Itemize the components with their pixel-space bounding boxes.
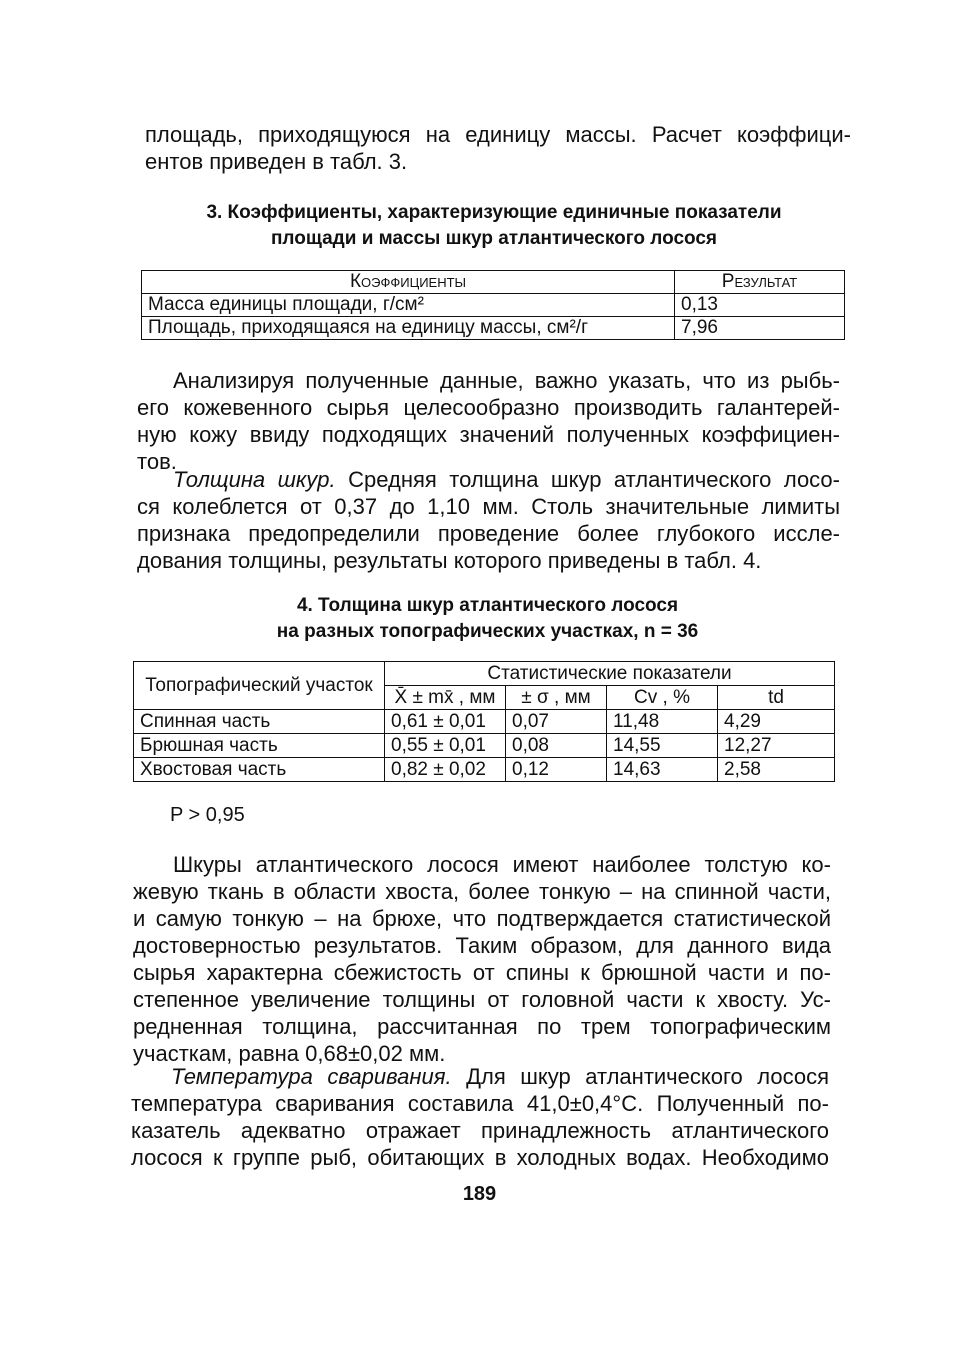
text-line: и самую тонкую – на брюхе, что подтверждается статистической — [133, 906, 831, 931]
text-line: его кожевенного сырья целесообразно производить галантерей- — [137, 395, 840, 420]
text-line: степенное увеличение толщины от головной части к хвосту. Ус- — [133, 987, 831, 1012]
cell-td: 12,27 — [718, 734, 835, 758]
page-number: 189 — [462, 1183, 497, 1205]
row-label: Масса единицы площади, г/см² — [142, 294, 675, 317]
caption-line: на разных топографических участках, n = 36 — [276, 621, 699, 642]
cell-site: Спинная часть — [134, 710, 385, 734]
cell-sigma: 0,07 — [506, 710, 607, 734]
text-line: Шкуры атлантического лосося имеют наиболее толстую ко- — [173, 852, 831, 877]
header-topographic-site: Топографический участок — [134, 662, 385, 710]
subheader-cv: Cv , % — [607, 686, 718, 710]
thickness-paragraph — [137, 466, 840, 574]
caption-line: 4. Толщина шкур атлантического лосося — [296, 595, 679, 616]
cell-cv: 14,55 — [607, 734, 718, 758]
text-line: участкам, равна 0,68±0,02 мм. — [133, 1041, 446, 1066]
paragraph-lead: Температура сваривания. — [171, 1064, 452, 1089]
text-line: достоверностью результатов. Таким образом, для данного вида — [133, 933, 831, 958]
text-line — [137, 466, 840, 493]
table-row — [134, 734, 835, 758]
text-line: ную кожу ввиду подходящих значений полученных коэффициен- — [137, 422, 840, 447]
cell-sigma: 0,08 — [506, 734, 607, 758]
subheader-td: td — [718, 686, 835, 710]
text-line: жевую ткань в области хвоста, более тонкую – на спинной части, — [133, 879, 831, 904]
text-line: лосося к группе рыб, обитающих в холодных водах. Необходимо — [131, 1145, 829, 1170]
text-line: тов. — [137, 449, 177, 474]
text-line: признака предопределили проведение более глубокого иссле- — [137, 521, 840, 546]
table-row — [134, 710, 835, 734]
cell-cv: 11,48 — [607, 710, 718, 734]
analysis-paragraph — [137, 367, 840, 475]
row-label: Площадь, приходящаяся на единицу массы, см²/г — [142, 317, 675, 340]
subheader-sigma: ± σ , мм — [506, 686, 607, 710]
caption-line: 3. Коэффициенты, характеризующие единичные показатели — [206, 202, 782, 223]
table-row — [134, 758, 835, 782]
header-statistics: Статистические показатели — [385, 662, 835, 686]
cell-mean: 0,61 ± 0,01 — [385, 710, 506, 734]
cell-mean: 0,55 ± 0,01 — [385, 734, 506, 758]
text-line-body: Для шкур атлантического лосося — [466, 1064, 829, 1089]
cell-sigma: 0,12 — [506, 758, 607, 782]
table3-caption — [160, 200, 828, 252]
table-row — [142, 317, 845, 340]
text-line: редненная толщина, рассчитанная по трем топографическим — [133, 1014, 831, 1039]
cell-site: Хвостовая часть — [134, 758, 385, 782]
table-4 — [133, 661, 835, 782]
header-result: Результат — [675, 271, 845, 294]
conclusion-paragraph — [133, 851, 831, 1067]
text-line: казатель адекватно отражает принадлежность атлантического — [131, 1118, 829, 1143]
probability-note: P > 0,95 — [170, 804, 245, 826]
paragraph-lead: Толщина шкур. — [173, 467, 336, 492]
caption-line: площади и массы шкур атлантического лосося — [270, 228, 718, 249]
table-3 — [141, 270, 845, 340]
text-line: сырья характерна сбежистость от спины к брюшной части и по- — [133, 960, 831, 985]
text-line: Анализируя полученные данные, важно указать, что из рыбь- — [173, 368, 840, 393]
row-value: 7,96 — [675, 317, 845, 340]
table4-caption — [200, 593, 775, 645]
table-header-row — [134, 662, 835, 686]
temperature-paragraph — [131, 1063, 829, 1171]
text-line — [131, 1063, 829, 1090]
intro-paragraph — [145, 121, 851, 175]
cell-td: 2,58 — [718, 758, 835, 782]
row-value: 0,13 — [675, 294, 845, 317]
text-line: дования толщины, результаты которого приведены в табл. 4. — [137, 548, 762, 573]
cell-mean: 0,82 ± 0,02 — [385, 758, 506, 782]
text-line: температура сваривания составила 41,0±0,4°С. Полученный по- — [131, 1091, 829, 1116]
text-line: площадь, приходящуюся на единицу массы. Расчет коэффици- — [145, 122, 851, 147]
cell-td: 4,29 — [718, 710, 835, 734]
text-line-body: Средняя толщина шкур атлантического лосо- — [348, 467, 840, 492]
cell-site: Брюшная часть — [134, 734, 385, 758]
table-header-row — [142, 271, 845, 294]
text-line: ся колеблется от 0,37 до 1,10 мм. Столь значительные лимиты — [137, 494, 840, 519]
cell-cv: 14,63 — [607, 758, 718, 782]
subheader-mean: X̄ ± mx̄ , мм — [385, 686, 506, 710]
text-line: ентов приведен в табл. 3. — [145, 149, 408, 174]
table-row — [142, 294, 845, 317]
header-coefficients: Коэффициенты — [142, 271, 675, 294]
